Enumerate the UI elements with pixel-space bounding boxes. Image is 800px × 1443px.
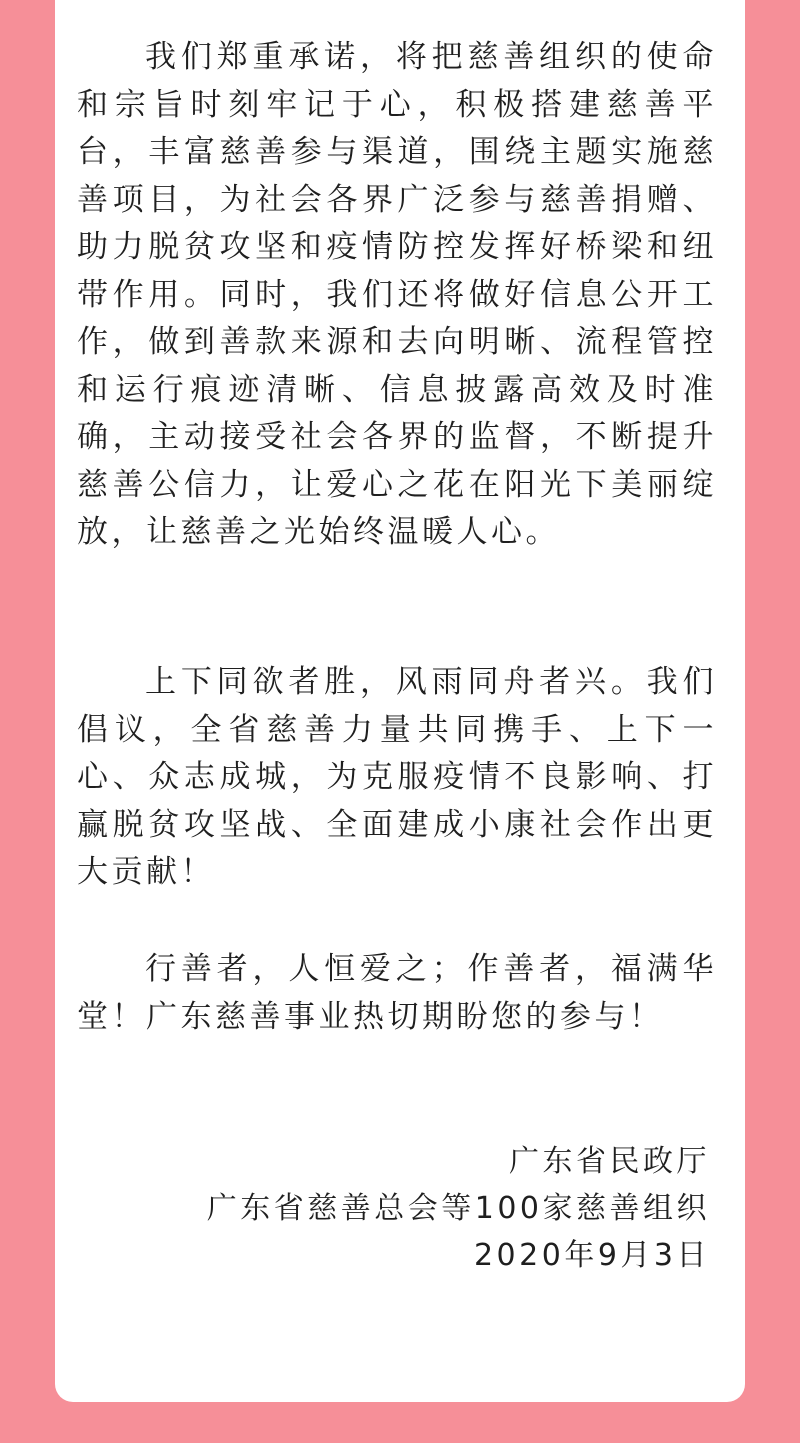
signature-org-charity-federation: 广东省慈善总会等100家慈善组织 [206,1191,710,1226]
letter-paragraph-commitment: 我们郑重承诺，将把慈善组织的使命和宗旨时刻牢记于心，积极搭建慈善平台，丰富慈善参与渠道，围绕主题实施慈善项目，为社会各界广泛参与慈善捐赠、助力脱贫攻坚和疫情防控发挥好桥梁和纽带作用。同时，我们还将做好信息公开工作，做到善款来源和去向明晰、流程管控和运行痕迹清晰、信息披露高效及时准确，主动接受社会各界的监督，不断提升慈善公信力，让爱心之花在阳光下美丽绽放，让慈善之光始终温暖人心。 [77,39,717,550]
signature-org-civil-affairs: 广东省民政厅 [509,1144,710,1179]
signature-date: 2020年9月3日 [473,1238,710,1273]
letter-paragraph-closing: 行善者，人恒爱之；作善者，福满华堂！广东慈善事业热切期盼您的参与！ [77,951,717,1035]
letter-paragraph-initiative: 上下同欲者胜，风雨同舟者兴。我们倡议，全省慈善力量共同携手、上下一心、众志成城，为克服疫情不良影响、打赢脱贫攻坚战、全面建成小康社会作出更大贡献！ [77,664,717,890]
